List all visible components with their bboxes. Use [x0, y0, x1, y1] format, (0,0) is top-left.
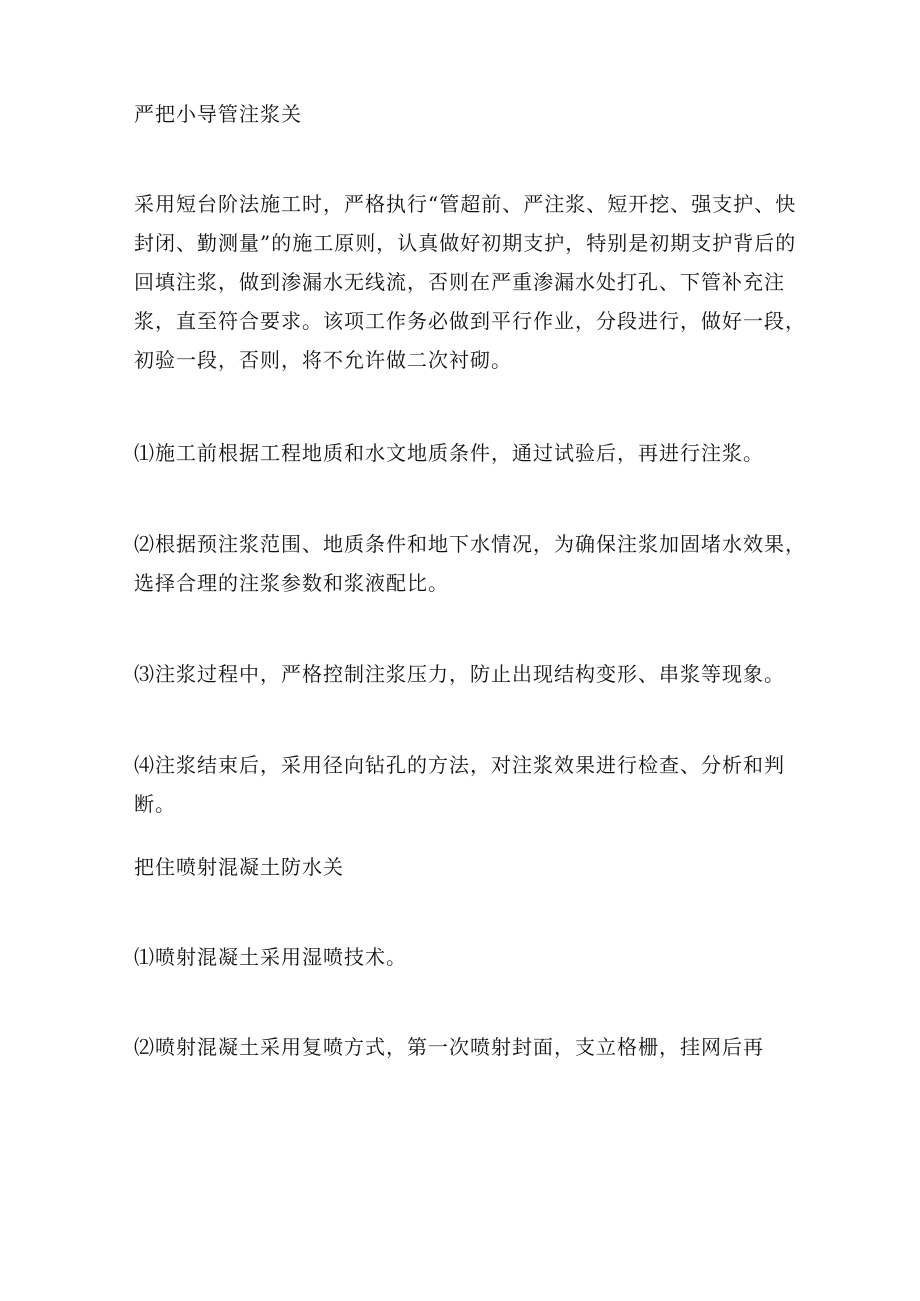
list-item-2: ⑵根据预注浆范围、地质条件和地下水情况，为确保注浆加固堵水效果，选择合理的注浆参数和浆液配比。 — [134, 532, 806, 595]
list-item-6: ⑵喷射混凝土采用复喷方式，第一次喷射封面，支立格栅，挂网后再 — [134, 1035, 764, 1059]
list-item-3: ⑶注浆过程中，严格控制注浆压力，防止出现结构变形、串浆等现象。 — [134, 662, 785, 686]
paragraph-construction-principle: 采用短台阶法施工时，严格执行“管超前、严注浆、短开挖、强支护、快封闭、勤测量”的施工原则，认真做好初期支护，特别是初期支护背后的回填注浆，做到渗漏水无线流，否则在严重渗漏水处打孔、下管补充注浆，直至符合要求。该项工作务必做到平行作业，分段进行，做好一段，初验一段，否则，将不允许做二次衬砌。 — [134, 192, 806, 372]
document-body — [134, 95, 814, 1067]
section-heading-shotcrete: 把住喷射混凝土防水关 — [134, 855, 344, 879]
section-heading-grouting: 严把小导管注浆关 — [134, 102, 302, 126]
list-item-1: ⑴施工前根据工程地质和水文地质条件，通过试验后，再进行注浆。 — [134, 441, 764, 465]
list-item-4: ⑷注浆结束后，采用径向钻孔的方法，对注浆效果进行检查、分析和判断。 — [134, 753, 785, 816]
list-item-5: ⑴喷射混凝土采用湿喷技术。 — [134, 945, 407, 969]
